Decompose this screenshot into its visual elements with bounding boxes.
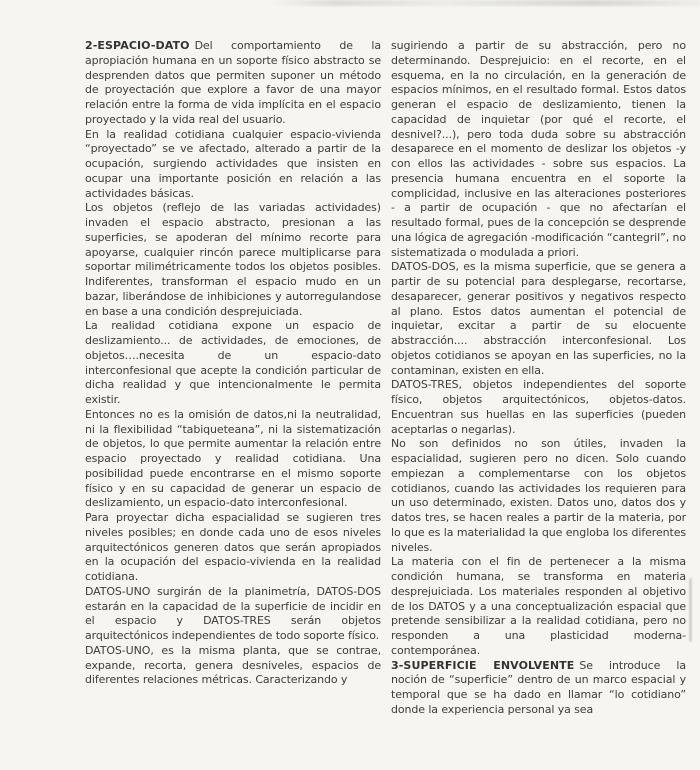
paragraph-text: La realidad cotidiana expone un espacio de deslizamiento... de actividades, de emociones, de objetos….necesita de un espacio-dato interconfesional que acepte la condición particular de dicha realidad y que intencionalmente le permita existir. [85,319,381,406]
paragraph-text: En la realidad cotidiana cualquier espacio-vivienda “proyectado” se ve afectado, alterado a partir de la ocupación, surgiendo actividades que insisten en ocupar una importante posición en relación a las actividades básicas. [85,127,381,200]
paragraph [85,511,381,585]
right-column [391,39,686,718]
paragraph-text: No son definidos no son útiles, invaden la espacialidad, sugieren pero no dicen. Solo cuando empiezan a complementarse con los objetos cotidianos, cuando las actividades los requieren para un uso determinado, existen. Datos uno, datos dos y datos tres, se hacen reales a partir de la materia, por lo que es la materialidad la que engloba los diferentes niveles. [391,437,686,554]
paragraph-text: DATOS-DOS, es la misma superficie, que se genera a partir de su potencial para desplegarse, recortarse, desaparecer, generar positivos y negativos respecto al plano. Estos datos aumentan el potencial de inquietar, excitar a partir de su elocuente abstracción.... abstracción interconfesional. Los objetos cotidianos se apoyan en las superficies, no la contaminan, existen en ella. [391,260,686,377]
paragraph-text: Para proyectar dicha espacialidad se sugieren tres niveles posibles; en donde cada uno de esos niveles arquitectónicos generen datos que serán apropiados en la ocupación del espacio-vivienda en la realidad cotidiana. [85,511,381,583]
paragraph-text: sugiriendo a partir de su abstracción, pero no determinando. Desprejuicio: en el recorte, en el esquema, en la no circulación, en la generación de espacios mínimos, en el resultado formal. Estos datos generan el espacio de deslizamiento, tienen la capacidad de inquietar (por qué el recorte, el desnivel?...), pero toda duda sobre su abstracción desaparece en el momento de deslizar los objetos -y con ellos las actividades - sobre sus espacios. La presencia humana encuentra en el soporte la complicidad, inclusive en las alteraciones posteriores - a partir de ocupación - que no afectarían el resultado formal, pues de la concepción se desprende una lógica de agregación -modificación “cantegril”, no sistematizada o modulada a priori. [391,39,686,259]
paragraph [391,437,686,555]
paragraph [391,260,686,378]
section-heading-espacio-dato: 2-ESPACIO-DATO [85,39,190,52]
left-column [85,39,381,688]
paragraph-text: Entonces no es la omisión de datos,ni la neutralidad, ni la flexibilidad “tabiqueteana”, ni la sistematización de objetos, lo que permite aumentar la relación entre espacio proyectado y realidad cotidiana. Una posibilidad puede encontrarse en el mismo soporte físico y en su capacidad de generar un espacio de deslizamiento, un espacio-dato interconfesional. [85,407,381,510]
paragraph-superficie-envolvente [391,659,686,718]
paragraph [85,201,381,319]
paragraph-text: Los objetos (reflejo de las variadas actividades) invaden el espacio abstracto, presionan a las superficies, se apoderan del mínimo recorte para apoyarse, cualquier rincón parece multiplicarse para soportar milimétricamente todos los objetos posibles. Indiferentes, transforman el espacio mudo en un bazar, liberándose de inhibiciones y autorregulandose en base a una condición desprejuiciada. [85,201,381,318]
paragraph-text: DATOS-UNO, es la misma planta, que se contrae, expande, recorta, genera desniveles, espacios de diferentes relaciones métricas. Caracterizando y [85,643,381,687]
paragraph-text: DATOS-UNO surgirán de la planimetría, DATOS-DOS estarán en la capacidad de la superficie de incidir en el espacio y DATOS-TRES serán objetos arquitectónicos independientes de todo soporte físico. [85,584,381,642]
paragraph-espacio-dato [85,39,381,128]
paragraph-text: Se introduce la noción de “superficie” dentro de un marco espacial y temporal que se ha dado en llamar “lo cotidiano” donde la experiencia personal ya sea [391,658,686,716]
paragraph [391,378,686,437]
paragraph-text: Del comportamiento de la apropiación humana en un soporte físico abstracto se desprenden datos que permiten suponer un método de proyectación que explore a favor de una mayor relación entre la forma de vida implícita en el espacio proyectado y la vida real del usuario. [85,39,381,126]
paragraph [391,39,686,260]
paragraph-text: La materia con el fin de pertenecer a la misma condición humana, se transforma en materia desprejuiciada. Los materiales responden al objetivo de los DATOS y a una conceptualización espacial que pretende sensibilizar a la realidad cotidiana, pero no responden a una plasticidad moderna-contemporánea. [391,555,686,657]
scan-artifact-right [689,578,692,642]
paragraph-text: DATOS-TRES, objetos independientes del soporte físico, objetos arquitectónicos, objetos-datos. Encuentran sus huellas en las superficies (pueden aceptarlas o negarlas). [391,378,686,436]
scan-artifact-top [270,0,700,6]
paragraph [85,408,381,511]
section-heading-superficie-envolvente: 3-SUPERFICIE ENVOLVENTE [391,658,575,672]
paragraph [85,644,381,688]
paragraph [391,555,686,658]
paragraph [85,585,381,644]
paragraph [85,128,381,202]
paragraph [85,319,381,408]
